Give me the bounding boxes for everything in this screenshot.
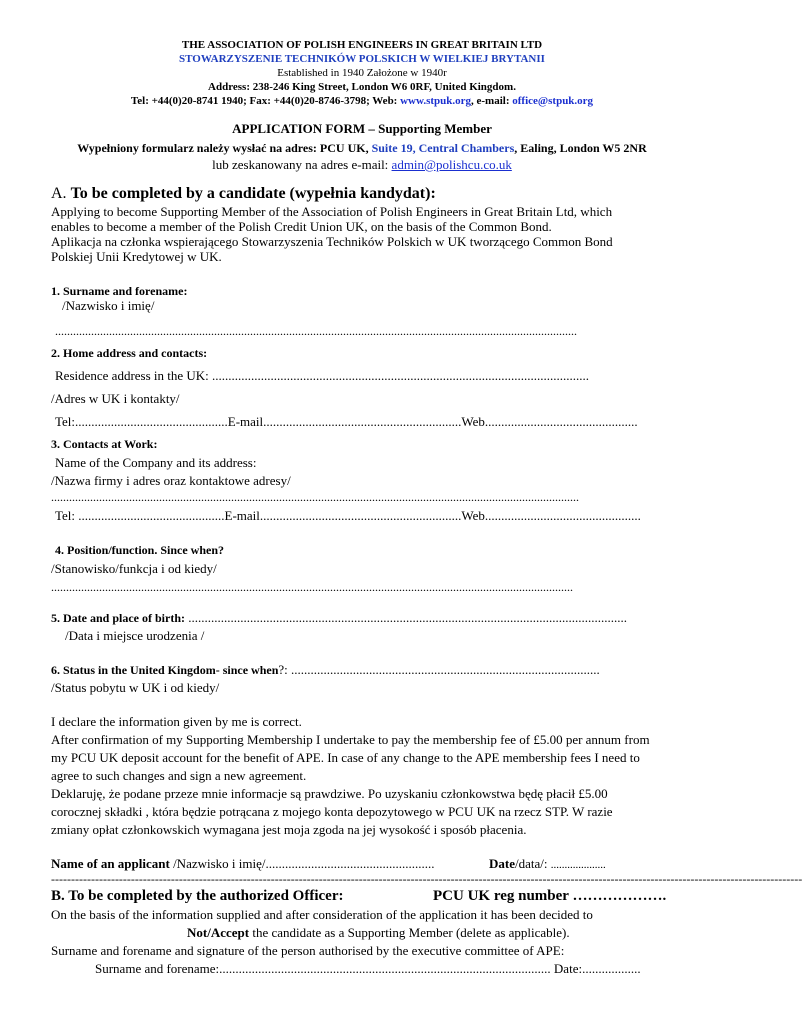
q3-company-label: Name of the Company and its address: bbox=[55, 455, 257, 470]
q1-label: 1. Surname and forename: bbox=[51, 284, 188, 298]
section-a-letter: A. bbox=[51, 185, 71, 202]
date-label-pl: /data/: bbox=[515, 856, 551, 871]
declaration-line-3: my PCU UK deposit account for the benefit of APE. In case of any change to the APE membership fees I need to bbox=[51, 750, 640, 765]
surname-field[interactable]: .............................................................................................................................................................................. bbox=[55, 324, 577, 338]
admin-email-link[interactable]: admin@polishcu.co.uk bbox=[391, 157, 512, 172]
company-address-field[interactable]: ................................................................................................................................................................................ bbox=[51, 490, 579, 504]
date-field[interactable]: .................... bbox=[550, 859, 606, 871]
q5-row bbox=[51, 610, 627, 626]
declaration-line-4: agree to such changes and sign a new agreement. bbox=[51, 768, 307, 783]
send-prefix: Wypełniony formularz należy wysłać na adres: PCU UK, bbox=[77, 141, 372, 155]
intro-line-2: enables to become a member of the Polish Credit Union UK, on the basis of the Common Bond. bbox=[51, 219, 552, 234]
email-sep: , e-mail: bbox=[471, 95, 513, 107]
office-email-link[interactable]: office@stpuk.org bbox=[512, 95, 594, 107]
org-name-pl: STOWARZYSZENIE TECHNIKÓW POLSKICH W WIELKIEJ BRYTANII bbox=[179, 53, 545, 65]
q1-label-pl: /Nazwisko i imię/ bbox=[62, 298, 155, 313]
status-field[interactable]: ?: ............................................................................................... bbox=[278, 662, 600, 677]
birth-field[interactable]: ....................................................................................................................................... bbox=[185, 610, 627, 625]
q2-label-pl: /Adres w UK i kontakty/ bbox=[51, 391, 180, 406]
q6-label-pl: /Status pobytu w UK i od kiedy/ bbox=[51, 680, 220, 695]
q6-row bbox=[51, 662, 600, 678]
not-accept-label: Not/Accept bbox=[187, 925, 250, 940]
declaration-line-6: corocznej składki , która będzie potrącana z mojego konta depozytowego w PCU UK na rzecz STP. W razie bbox=[51, 804, 613, 819]
date-label: Date bbox=[489, 856, 515, 871]
work-contacts-field[interactable]: Tel: .............................................E-mail..............................................................Web................................................ bbox=[55, 508, 641, 523]
contact-prefix: Tel: +44(0)20-8741 1940; Fax: +44(0)20-8746-3798; Web: bbox=[130, 95, 401, 107]
section-b-heading: B. To be completed by the authorized Officer: bbox=[51, 888, 344, 904]
applicant-row bbox=[51, 856, 435, 872]
section-b-line-2 bbox=[187, 925, 570, 941]
applicant-name-field[interactable]: /Nazwisko i imię/.................................................... bbox=[169, 856, 435, 871]
send-suffix: , Ealing, London W5 2NR bbox=[514, 141, 647, 155]
position-field[interactable]: .............................................................................................................................................................................. bbox=[51, 580, 573, 594]
form-title: APPLICATION FORM – Supporting Member bbox=[232, 121, 492, 136]
declaration-line-7: zmiany opłat członkowskich wymagana jest moja zgoda na jej wysokość i sposób płacenia. bbox=[51, 822, 527, 837]
pcu-reg-number[interactable]: PCU UK reg number ………………. bbox=[433, 888, 667, 904]
section-a-title: To be completed by a candidate (wypełnia kandydat): bbox=[70, 185, 436, 202]
section-a-heading bbox=[51, 185, 436, 203]
section-divider: -------------------------------------------------------------------------------------------------------------------------------------------------------------------------------------------- bbox=[51, 872, 802, 886]
q5-label-pl: /Data i miejsce urodzenia / bbox=[65, 628, 205, 643]
org-name-en: THE ASSOCIATION OF POLISH ENGINEERS IN GREAT BRITAIN LTD bbox=[181, 39, 543, 51]
declaration-line-5: Deklaruję, że podane przeze mnie informacje są prawdziwe. Po uzyskaniu członkowstwa będę płacił £5.00 bbox=[51, 786, 608, 801]
applicant-label: Name of an applicant bbox=[51, 856, 170, 871]
scan-email-line bbox=[0, 157, 724, 173]
established-line: Established in 1940 Założone w 1940r bbox=[277, 67, 447, 79]
q3-label: 3. Contacts at Work: bbox=[51, 437, 158, 451]
contact-line bbox=[0, 95, 724, 107]
send-address bbox=[0, 141, 724, 156]
q4-label-pl: /Stanowisko/funkcja i od kiedy/ bbox=[51, 561, 217, 576]
website-link[interactable]: www.stpuk.org bbox=[400, 95, 472, 107]
address-line: Address: 238-246 King Street, London W6 0RF, United Kingdom. bbox=[208, 81, 516, 93]
home-contacts-field[interactable]: Tel:...............................................E-mail.............................................................Web............................................... bbox=[55, 414, 638, 429]
q3-label-pl: /Nazwa firmy i adres oraz kontaktowe adresy/ bbox=[51, 473, 291, 488]
date-row bbox=[489, 856, 606, 872]
q5-label: 5. Date and place of birth: bbox=[51, 611, 185, 625]
residence-address-field[interactable]: Residence address in the UK: .................................................................................................................... bbox=[55, 368, 590, 383]
intro-line-3: Aplikacja na członka wspierającego Stowarzyszenia Techników Polskich w UK tworzącego Common Bond bbox=[51, 234, 613, 249]
intro-line-1: Applying to become Supporting Member of the Association of Polish Engineers in Great Britain Ltd, which bbox=[51, 204, 613, 219]
declaration-line-1: I declare the information given by me is correct. bbox=[51, 714, 302, 729]
send-suite: Suite 19, Central Chambers bbox=[371, 141, 515, 155]
declaration-line-2: After confirmation of my Supporting Membership I undertake to pay the membership fee of £5.00 per annum from bbox=[51, 732, 650, 747]
q4-label: 4. Position/function. Since when? bbox=[55, 543, 225, 557]
officer-name-date-field[interactable]: Surname and forename:...................................................................................................... Date:.................. bbox=[95, 961, 641, 976]
q2-label: 2. Home address and contacts: bbox=[51, 346, 208, 360]
scan-prefix: lub zeskanowany na adres e-mail: bbox=[212, 157, 392, 172]
section-b-line-1: On the basis of the information supplied and after consideration of the application it has been decided to bbox=[51, 907, 593, 922]
intro-line-4: Polskiej Unii Kredytowej w UK. bbox=[51, 249, 222, 264]
q6-label: 6. Status in the United Kingdom- since when bbox=[51, 663, 279, 677]
section-b-line-2-rest: the candidate as a Supporting Member (delete as applicable). bbox=[249, 925, 570, 940]
section-b-line-3: Surname and forename and signature of the person authorised by the executive committee of APE: bbox=[51, 943, 565, 958]
